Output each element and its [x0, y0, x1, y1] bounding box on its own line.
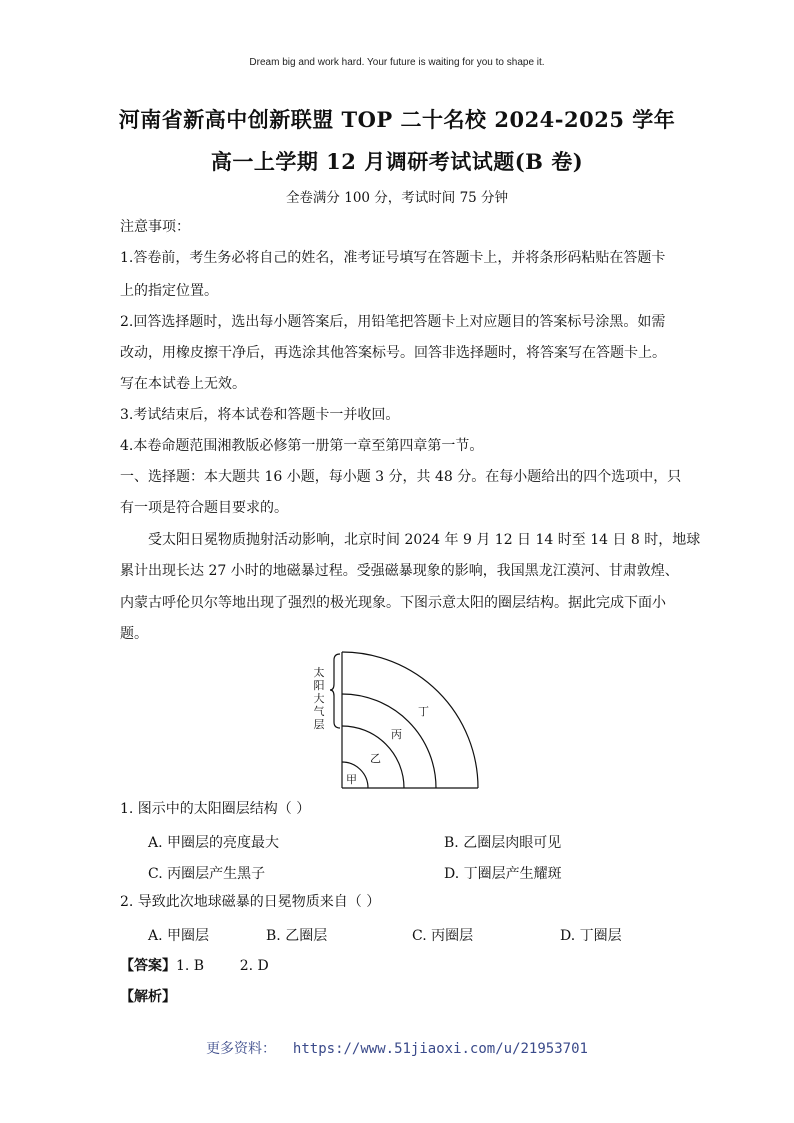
layer-jia-label: 甲	[346, 773, 357, 786]
exam-subtitle: 全卷满分 100 分，考试时间 75 分钟	[285, 190, 509, 206]
solar-layer-diagram	[300, 650, 500, 795]
layer-yi-label: 乙	[370, 752, 381, 765]
passage-line: 内蒙古呼伦贝尔等地出现了强烈的极光现象。下图示意太阳的圈层结构。据此完成下面小	[120, 595, 666, 611]
analysis-label: 【解析】	[120, 989, 176, 1005]
notes-line: 2.回答选择题时，选出每小题答案后，用铅笔把答题卡上对应题目的答案标号涂黑。如需	[120, 314, 666, 330]
notes-line: 上的指定位置。	[120, 283, 218, 299]
question-1-option-c: C. 丙圈层产生黑子	[148, 866, 266, 882]
passage-line: 累计出现长达 27 小时的地磁暴过程。受强磁暴现象的影响，我国黑龙江漠河、甘肃敦煌、	[120, 563, 679, 579]
section-heading-line1: 一、选择题：本大题共 16 小题，每小题 3 分，共 48 分。在每小题给出的四个选项中，只	[120, 469, 682, 485]
answer-text: 1. B 2. D	[176, 958, 269, 974]
section-heading-line2: 有一项是符合题目要求的。	[120, 500, 288, 516]
question-1-stem: 1. 图示中的太阳圈层结构（ ）	[120, 801, 311, 817]
question-2-stem: 2. 导致此次地球磁暴的日冕物质来自（ ）	[120, 894, 381, 910]
bracket-label-char: 太	[313, 666, 325, 679]
notes-line: 写在本试卷上无效。	[120, 376, 246, 392]
question-2-option-a: A. 甲圈层	[148, 928, 210, 944]
header-motto: Dream big and work hard. Your future is waiting for you to shape it.	[249, 57, 545, 68]
question-2-option-c: C. 丙圈层	[412, 928, 474, 944]
footer-link[interactable]: 更多资料： https://www.51jiaoxi.com/u/21953701	[206, 1041, 588, 1057]
bracket-label-char: 大	[313, 692, 325, 705]
passage-line: 题。	[120, 626, 148, 642]
layer-ding-label: 丁	[418, 705, 429, 718]
bracket-label-char: 气	[313, 705, 325, 718]
bracket-label-char: 层	[313, 718, 325, 731]
layer-bing-label: 丙	[391, 728, 402, 741]
exam-title-line2: 高一上学期 12 月调研考试试题(B 卷)	[210, 149, 584, 174]
answer-line	[120, 957, 680, 975]
notes-heading: 注意事项：	[120, 219, 190, 235]
atmosphere-bracket	[330, 654, 340, 728]
notes-line: 3.考试结束后，将本试卷和答题卡一并收回。	[120, 407, 400, 423]
question-2-option-b: B. 乙圈层	[266, 928, 328, 944]
exam-title-line1: 河南省新高中创新联盟 TOP 二十名校 2024-2025 学年	[118, 107, 676, 132]
question-1-option-b: B. 乙圈层肉眼可见	[444, 835, 562, 851]
question-2-option-d: D. 丁圈层	[560, 928, 622, 944]
notes-line: 4.本卷命题范围湘教版必修第一册第一章至第四章第一节。	[120, 438, 484, 454]
layer-ding-arc	[342, 652, 478, 788]
notes-line: 改动，用橡皮擦干净后，再选涂其他答案标号。回答非选择题时，将答案写在答题卡上。	[120, 345, 666, 361]
notes-line: 1.答卷前，考生务必将自己的姓名，准考证号填写在答题卡上，并将条形码粘贴在答题卡	[120, 250, 666, 266]
question-1-option-a: A. 甲圈层的亮度最大	[148, 835, 280, 851]
question-1-option-d: D. 丁圈层产生耀斑	[444, 866, 562, 882]
bracket-label-char: 阳	[313, 679, 325, 692]
bracket-label	[312, 666, 326, 731]
answer-label: 【答案】	[120, 958, 176, 974]
passage-line: 受太阳日冕物质抛射活动影响，北京时间 2024 年 9 月 12 日 14 时至 14 日 8 时，地球	[148, 532, 701, 548]
